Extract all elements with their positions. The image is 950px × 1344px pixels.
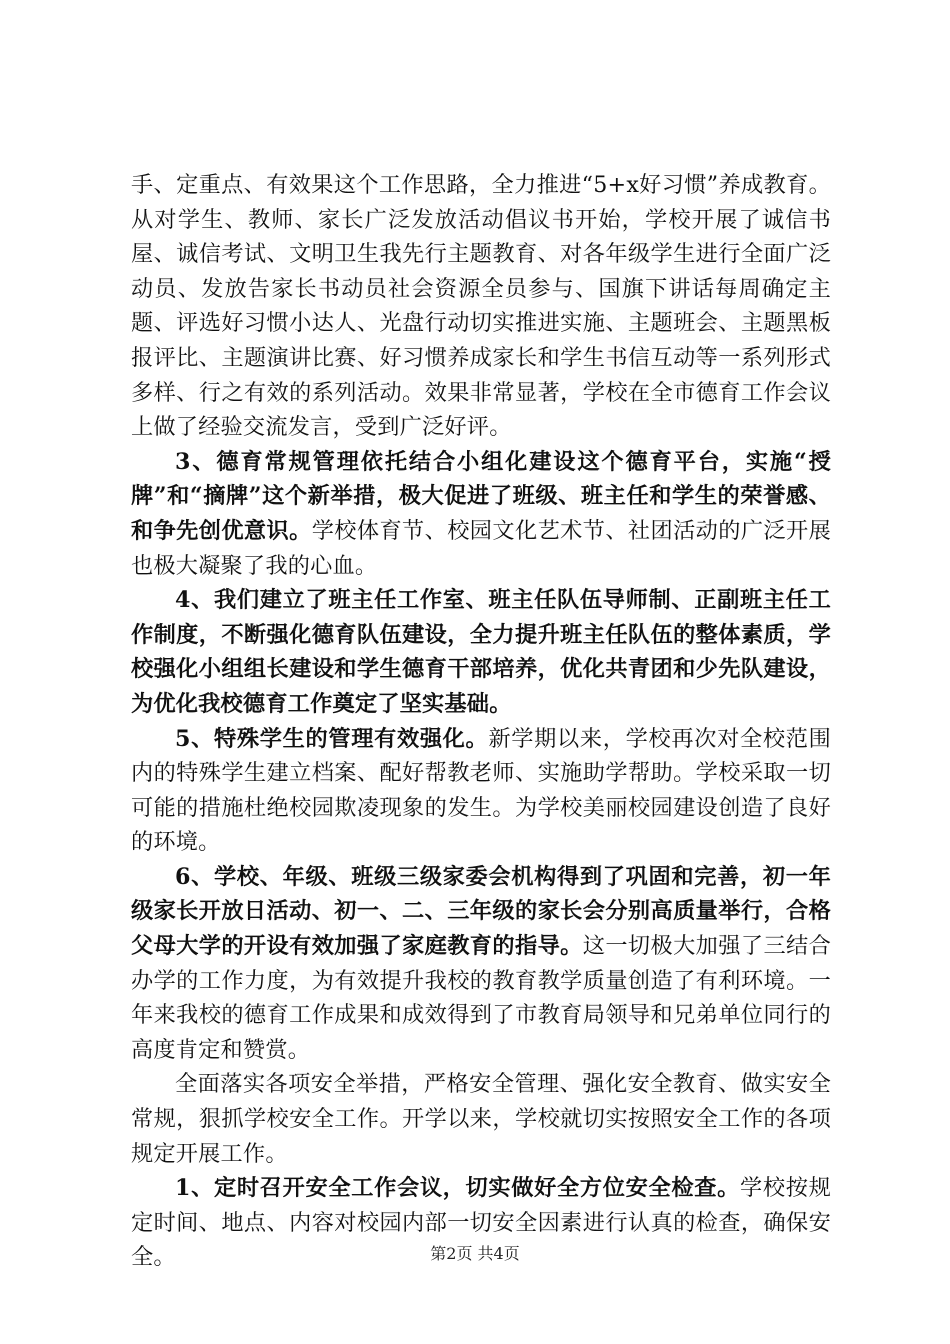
paragraph-habit-education: [131, 168, 831, 445]
paragraph-lead: 4、我们建立了班主任工作室、班主任队伍导师制、正副班主任工作制度，不断强化德育队伍建设，全力提升班主任队伍的整体素质，学校强化小组组长建设和学生德育干部培养，优化共青团和少先队建设，为优化我校德育工作奠定了坚实基础。: [131, 587, 831, 717]
paragraph-safety-intro: [131, 1067, 831, 1171]
paragraph-lead: 3、德育常规管理依托结合小组化建设这个德育平台，实施“授牌”和“摘牌”这个新举措，极大促进了班级、班主任和学生的荣誉感、和争先创优意识。: [131, 448, 831, 544]
paragraph-special-students: [131, 722, 831, 860]
paragraph-text: 手、定重点、有效果这个工作思路，全力推进“5+x好习惯”养成教育。从对学生、教师、家长广泛发放活动倡议书开始，学校开展了诚信书屋、诚信考试、文明卫生我先行主题教育、对各年级学生进行全面广泛动员、发放告家长书动员社会资源全员参与、国旗下讲话每周确定主题、评选好习惯小达人、光盘行动切实推进实施、主题班会、主题黑板报评比、主题演讲比赛、好习惯养成家长和学生书信互动等一系列形式多样、行之有效的系列活动。效果非常显著，学校在全市德育工作会议上做了经验交流发言，受到广泛好评。: [131, 172, 831, 441]
paragraph-text: 新学期以来，学校再次对全校范围内的特殊学生建立档案、配好帮教老师、实施助学帮助。学校采取一切可能的措施杜绝校园欺凌现象的发生。为学校美丽校园建设创造了良好的环境。: [131, 725, 831, 856]
paragraph-text: 全面落实各项安全举措，严格安全管理、强化安全教育、做实安全常规，狠抓学校安全工作。开学以来，学校就切实按照安全工作的各项规定开展工作。: [131, 1071, 831, 1167]
paragraph-lead: 6、学校、年级、班级三级家委会机构得到了巩固和完善，初一年级家长开放日活动、初一、二、三年级的家长会分别高质量举行，合格父母大学的开设有效加强了家庭教育的指导。: [131, 863, 831, 960]
page-number-footer: 第2页 共4页: [430, 1244, 520, 1263]
paragraph-lead: 1、定时召开安全工作会议，切实做好全方位安全检查。: [175, 1175, 740, 1202]
paragraph-text: 这一切极大加强了三结合办学的工作力度，为有效提升我校的教育教学质量创造了有利环境。一年来我校的德育工作成果和成效得到了市教育局领导和兄弟单位同行的高度肯定和赞赏。: [131, 933, 832, 1063]
paragraph-routine-management: [131, 445, 831, 583]
paragraph-parent-committee: [131, 860, 831, 1068]
paragraph-text: 学校按规定时间、地点、内容对校园内部一切安全因素进行认真的检查，确保安全。: [131, 1175, 831, 1271]
document-body: [131, 168, 831, 1275]
paragraph-lead: 5、特殊学生的管理有效强化。: [175, 725, 489, 752]
paragraph-text: 学校体育节、校园文化艺术节、社团活动的广泛开展也极大凝聚了我的心血。: [131, 517, 831, 579]
paragraph-head-teacher-team: [131, 583, 831, 721]
